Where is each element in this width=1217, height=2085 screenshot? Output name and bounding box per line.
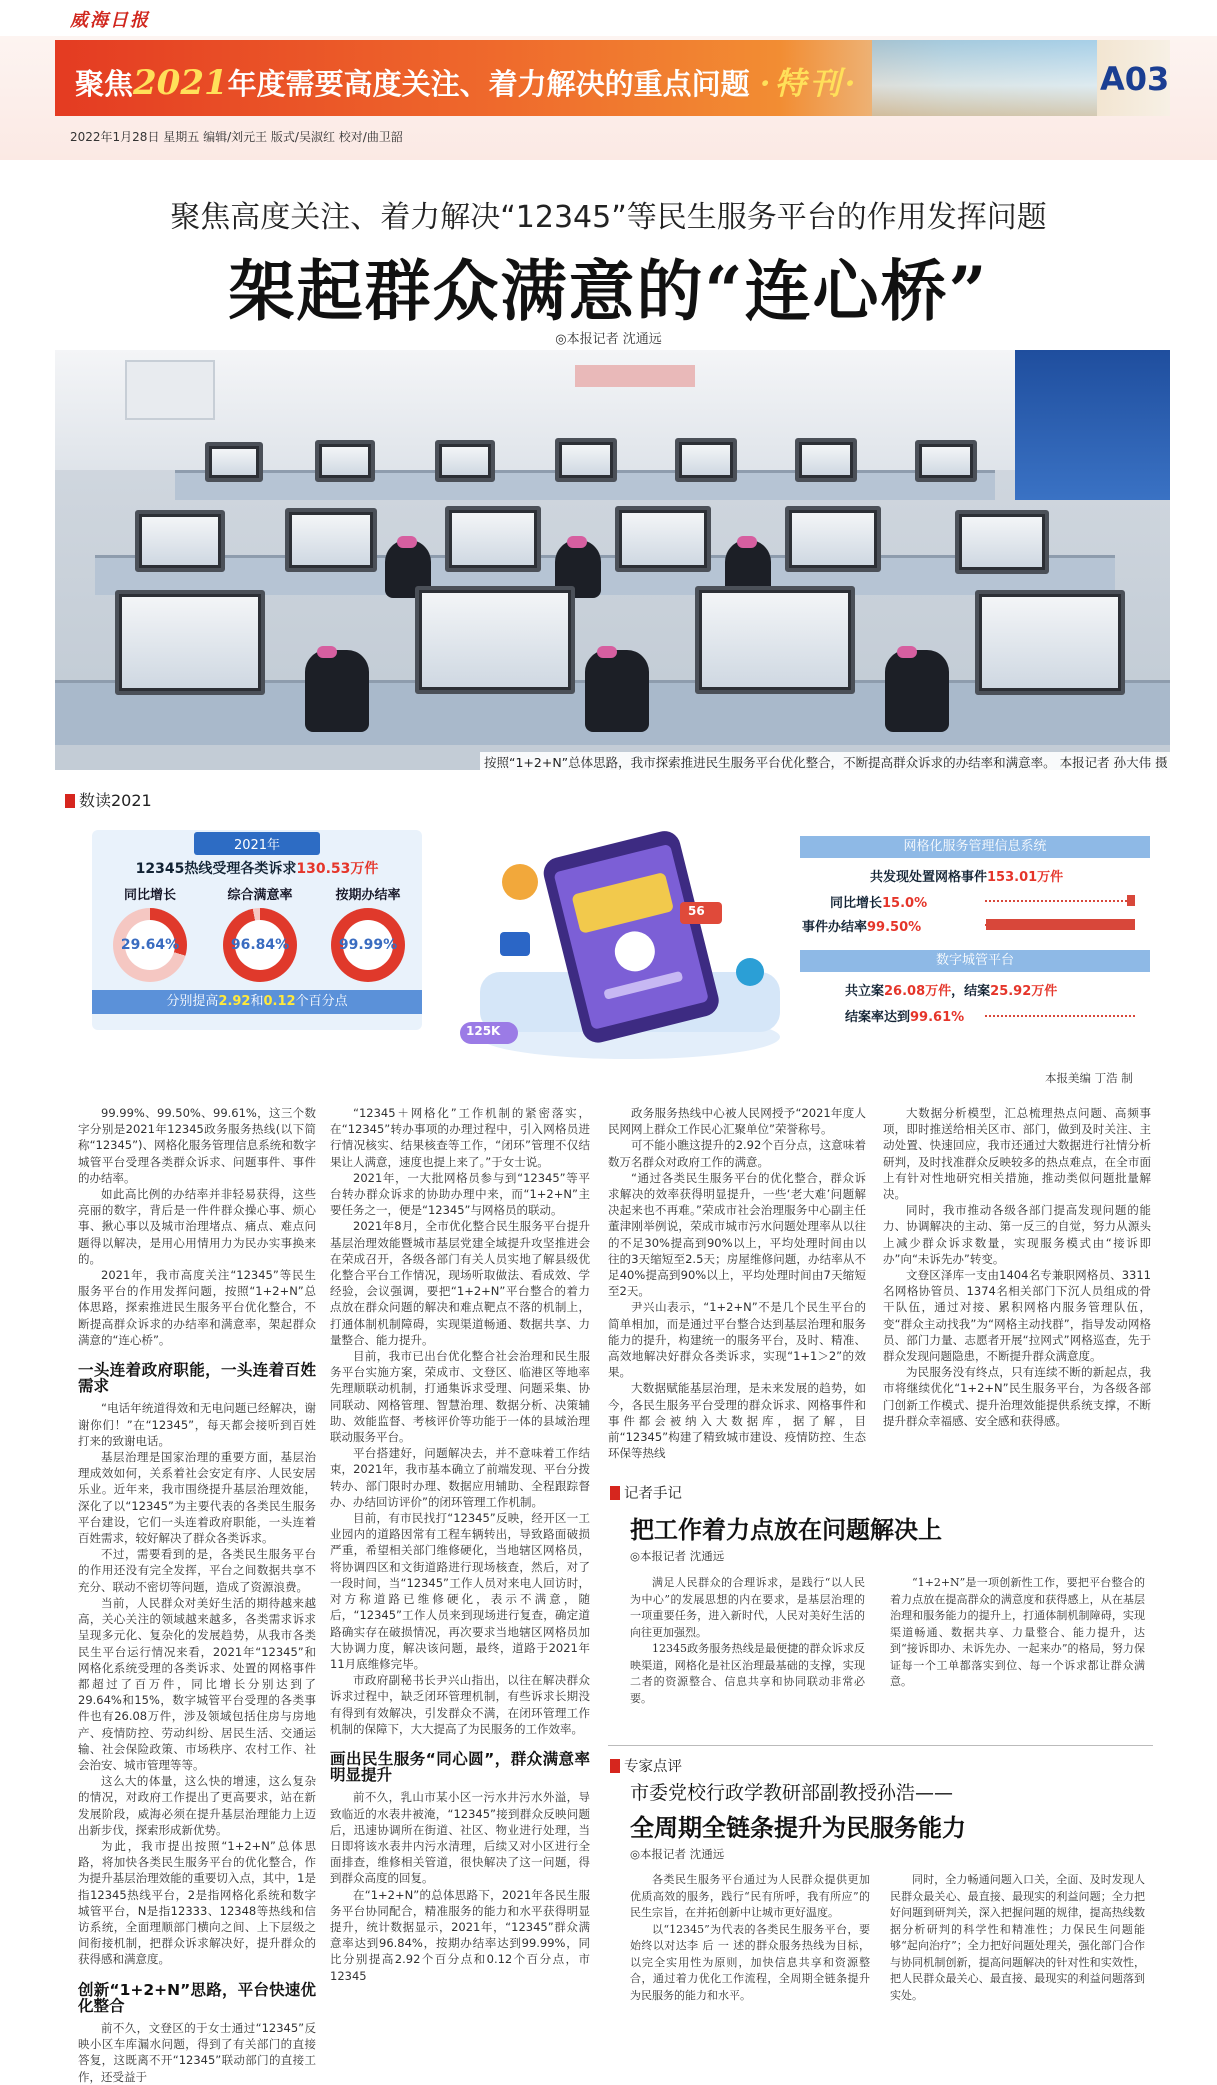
article-paragraph: 为此，我市提出按照“1+2+N”总体思路，将加快各类民生服务平台的优化整合，作为提升基层治理效能的重要切入点，其中，1是指12345热线平台，2是指网格化系统和数字城管平台，N是指12333、12348等热线和信访系统，全面理顺部门横向之间、上下层级之间衔接机制，把群众诉求解决好，提升群众的获得感和满意度。 <box>78 1838 316 1967</box>
expert-byline: ◎本报记者 沈通远 <box>630 1847 725 1861</box>
article-paragraph: 为民服务没有终点，只有连续不断的新起点，我市将继续优化“1+2+N”民生服务平台，为各级各部门创新工作模式、提升治理效能提供系统支撑，不断提升群众幸福感、安全感和获得感。 <box>883 1365 1151 1428</box>
city-cases-label: 共立案 <box>845 984 885 999</box>
article-paragraph: 可不能小瞧这提升的2.92个百分点，这意味着数万名群众对政府工作的满意。 <box>608 1138 866 1169</box>
improvement-value-1: 2.92 <box>218 994 251 1009</box>
divider <box>608 1745 1153 1746</box>
hotline-year-tag <box>92 832 422 855</box>
data-section-header <box>65 788 152 811</box>
issue-meta: 2022年1月28日 星期五 编辑/刘元王 版式/吴淑红 校对/曲卫韶 <box>70 130 403 144</box>
city-closed-value: 25.92万件 <box>990 984 1058 999</box>
skyline-image <box>872 40 1097 116</box>
subsection-heading-3: 画出民生服务“同心圆”，群众满意率明显提升 <box>330 1749 590 1785</box>
expert-paragraph: 各类民生服务平台通过为人民群众提供更加优质高效的服务，践行“民有所呼，我有所应”的民生宗旨，在并拓创新中让城市更好温度。 <box>630 1873 870 1919</box>
grid-total-value: 153.01万件 <box>987 870 1064 885</box>
grid-system-title: 网格化服务管理信息系统 <box>800 836 1150 858</box>
photo-caption: 按照“1+2+N”总体思路，我市探索推进民生服务平台优化整合，不断提高群众诉求的办结率和满意率。 本报记者 孙大伟 摄 <box>480 752 1172 772</box>
note-column-a <box>630 1575 865 1740</box>
note-paragraph: 满足人民群众的合理诉求，是践行“以人民为中心”的发展思想的内在要求，是基层治理的一项重要任务，进入新时代，人民对美好生活的向往更加强烈。 <box>630 1576 865 1639</box>
section-title-suffix: 年度需要高度关注、着力解决的重点问题 <box>227 67 750 101</box>
city-rate-label: 结案率达到 <box>845 1010 911 1025</box>
article-paragraph: 不过，需要看到的是，各类民生服务平台的作用还没有完全发挥，平台之间数据共享不充分、联动不密切等问题，造成了资源浪费。 <box>78 1547 316 1594</box>
ring-value: 96.84% <box>235 920 285 970</box>
grid-row <box>802 916 921 935</box>
article-paragraph: 这么大的体量，这么快的增速，这么复杂的情况，对政府工作提出了更高要求，站在新发展阶段，威海必须在提升基层治理能力上迈出新步伐，探索形成新优势。 <box>78 1774 316 1837</box>
city-cases-value: 26.08万件 <box>884 984 952 999</box>
hotline-total-value: 130.53万件 <box>296 861 379 877</box>
ring-value: 29.64% <box>125 920 175 970</box>
article-paragraph: 基层治理是国家治理的重要方面，基层治理成效如何，关系着社会安定有序、人民安居乐业。近年来，我市围绕提升基层治理效能，深化了以“12345”为主要代表的各类民生服务平台建设，它们一头连着政府职能，一头连着百姓需求，较好解决了群众各类诉求。 <box>78 1450 316 1546</box>
article-column-3 <box>608 1105 866 1475</box>
article-column-2 <box>330 1105 590 2040</box>
article-paragraph: 平台搭建好，问题解决去，并不意味着工作结束，2021年，我市基本确立了前端发现、平台分拨转办、部门限时办理、数据应用辅助、全程跟踪督办、办结回访评价”的闭环管理工作机制。 <box>330 1446 590 1509</box>
subsection-heading-2: 创新“1+2+N”思路，平台快速优化整合 <box>78 1980 316 2015</box>
data-section-title: 数读2021 <box>79 791 152 810</box>
special-label: ·特刊· <box>759 66 860 102</box>
city-rate-line <box>845 1006 964 1025</box>
grid-row-label: 同比增长 <box>830 896 883 911</box>
grid-row-value: 99.50% <box>867 920 922 935</box>
ring-label: 按期办结率 <box>335 888 401 903</box>
improvement-suffix: 个百分点 <box>295 994 348 1009</box>
expert-column-b <box>890 1872 1145 2042</box>
article-paragraph: 目前，我市已出台优化整合社会治理和民生服务平台实施方案，荣成市、文登区、临港区等地率先理顺联动机制，打通集诉求受理、问题采集、协同联动、网格管理、智慧治理、数据分析、决策辅助、效能监督、考核评价等功能于一体的县域治理联动服务平台。 <box>330 1349 590 1445</box>
note-column-b <box>890 1575 1145 1740</box>
grid-row-label: 事件办结率 <box>802 920 868 935</box>
grid-and-city-panel <box>800 830 1150 1050</box>
article-paragraph: 2021年，我市高度关注“12345”等民生服务平台的作用发挥问题，按照“1+2+N”总体思路，探索推进民生服务平台优化整合，不断提高群众诉求的办结率和满意率，架起群众满意的“连心桥”。 <box>78 1268 316 1347</box>
city-platform-title: 数字城管平台 <box>800 950 1150 972</box>
headline-byline: ◎本报记者 沈通远 <box>555 332 662 347</box>
expert-column-a <box>630 1872 870 2042</box>
article-paragraph: “12345＋网格化”工作机制的紧密落实，在“12345”转办事项的办理过程中，引入网格员进行情况核实、结果核查等工作，“闭环”管理不仅结果让人满意，速度也提上来了。”于女士说。 <box>330 1106 590 1169</box>
hotline-total <box>92 858 422 878</box>
article-paragraph: 2021年，一大批网格员参与到“12345”等平台转办群众诉求的协助办理中来，而“1+2+N”主要任务之一，便是“12345”与网格员的联动。 <box>330 1170 590 1218</box>
hotline-total-label: 12345热线受理各类诉求 <box>135 861 297 877</box>
article-paragraph: 在“1+2+N”的总体思路下，2021年各民生服务平台协同配合，精准服务的能力和水平获得明显提升，统计数据显示，2021年，“12345”群众满意率达到96.84%，按期办结率达到99.99%，同比分别提高2.92个百分点和0.12个百分点，市12345 <box>330 1887 590 1983</box>
red-square-icon <box>610 1759 620 1773</box>
expert-label <box>610 1755 682 1776</box>
article-paragraph: 尹兴山表示，“1+2+N”不是几个民生平台的简单相加，而是通过平台整合达到基层治理和服务能力的提升，构建统一的服务平台，及时、精准、高效地解决好群众各类诉求，实现“1+1＞2”的效果。 <box>608 1300 866 1380</box>
call-center-photo <box>55 350 1170 770</box>
ring-chart <box>223 908 297 982</box>
article-paragraph: 大数据赋能基层治理，是未来发展的趋势，如今，各民生服务平台受理的群众诉求、网格事件和事件都会被纳入大数据库，据了解，目前“12345”构建了精致城市建设、疫情防控、生态环保等热线 <box>608 1381 866 1461</box>
badge-count: 56 <box>688 904 705 918</box>
article-column-1 <box>78 1105 316 2084</box>
section-title-prefix: 聚焦 <box>75 67 134 101</box>
paper-name: 威海日报 <box>70 10 150 31</box>
section-title-year: 2021 <box>133 63 228 103</box>
grid-row <box>830 892 927 911</box>
note-byline: ◎本报记者 沈通远 <box>630 1549 725 1563</box>
article-paragraph: 如此高比例的办结率并非轻易获得，这些亮丽的数字，背后是一件件群众操心事、烦心事、揪心事以及城市治理堵点、痛点、难点问题得以解决，是用心用情用力为民办实事换来的。 <box>78 1187 316 1266</box>
improvement-mid: 和 <box>250 994 264 1009</box>
ring-value: 99.99% <box>343 920 393 970</box>
subheadline: 聚焦高度关注、着力解决“12345”等民生服务平台的作用发挥问题 <box>170 200 1047 235</box>
article-paragraph: 前不久，乳山市某小区一污水井污水外溢，导致临近的水表井被淹，“12345”接到群众反映问题后，迅速协调所在街道、社区、物业进行处理，当日即将该水表井内污水清理，后续又对小区进行全面排查，维修相关管道，很快解决了这一问题，得到群众高度的回复。 <box>330 1790 590 1886</box>
subsection-heading-1: 一头连着政府职能，一头连着百姓需求 <box>78 1361 316 1396</box>
city-rate-dots <box>985 1015 1135 1017</box>
article-paragraph: 前不久，文登区的于女士通过“12345”反映小区车库漏水问题，得到了有关部门的直接答复，这既离不开“12345”联动部门的直接工作，还受益于 <box>78 2020 316 2084</box>
article-paragraph: 政务服务热线中心被人民网授予“2021年度人民网网上群众工作民心汇聚单位”荣誉称号。 <box>608 1106 866 1137</box>
note-paragraph: “1+2+N”是一项创新性工作，要把平台整合的着力点放在提高群众的满意度和获得感上，从在基层治理和服务能力的提升上，打通体制机制障碍，实现渠道畅通、数据共享、力量整合、能力提升，达到“接诉即办、未诉先办、一起来办”的格局，努力保证每一个工单都落实到位、每一个诉求都让群众满意。 <box>890 1576 1145 1688</box>
ring-label: 同比增长 <box>123 888 176 903</box>
hotline-improvement <box>92 990 422 1014</box>
likes-count: 125K <box>466 1024 501 1038</box>
grid-row-bar <box>1127 895 1135 906</box>
ring-label: 综合满意率 <box>227 888 293 903</box>
expert-title: 全周期全链条提升为民服务能力 <box>630 1814 966 1842</box>
article-paragraph: 同时，我市推动各级各部门提高发现问题的能力、协调解决的主动、第一反三的自觉，努力从源头上减少群众诉求数量，实现服务模式由“接诉即办”向“未诉先办”转变。 <box>883 1203 1151 1266</box>
main-headline: 架起群众满意的“连心桥” <box>228 252 989 330</box>
improvement-value-2: 0.12 <box>263 994 296 1009</box>
graphic-credit: 本报美编 丁浩 制 <box>1045 1071 1133 1085</box>
expert-paragraph: 同时，全力畅通问题入口关，全面、及时发现人民群众最关心、最直接、最现实的利益问题；全力把好问题到研判关，深入把握问题的规律，提高热线数据分析研判的科学性和精准性；力保民生问题能够“起向治疗”；全力把好问题处理关，强化部门合作与协同机制创新，提高问题解决的针对性和实效性，把人民群众最关心、最直接、最现实的利益问题落到实处。 <box>890 1873 1145 2002</box>
article-paragraph: “通过各类民生服务平台的优化整合，群众诉求解决的效率获得明显提升，一些‘老大难’问题解决起来也不再难。”荣成市社会治理服务中心副主任董津刚举例说，荣成市城市污水问题处理率从以往的不足30%提高到90%以上，平均处理时间由以往的3天缩短至2.5天；房屋维修问题，办结率从不足40%提高到90%以上，平均处理时间由7天缩短至2天。 <box>608 1170 866 1299</box>
article-paragraph: 2021年8月，全市优化整合民生服务平台提升基层治理效能暨城市基层党建全域提升攻坚推进会在荣成召开，各级各部门有关人员实地了解县级优化整合平台工作情况，现场听取做法、看成效、学经验，会议强调，要把“1+2+N”平台整合的着力点放在群众问题的解决和难点靶点不落的机制上，打通体制机制障碍，实现渠道畅通、数据共享、力量整合、能力提升。 <box>330 1219 590 1347</box>
note-title: 把工作着力点放在问题解决上 <box>630 1516 942 1544</box>
note-label-text: 记者手记 <box>624 1486 682 1502</box>
red-square-icon <box>610 1486 620 1500</box>
article-column-4 <box>883 1105 1151 1475</box>
expert-paragraph: 以“12345”为代表的各类民生服务平台，要始终以对达李 后 一 述的群众服务热线为目标，以完全实用性为原则，加快信息共享和资源整合，通过着力优化工作流程，全周期全链条提升为民服务的能力和水平。 <box>630 1922 870 2002</box>
grid-row-bar <box>986 919 1135 930</box>
year-tag-label: 2021年 <box>194 832 320 855</box>
article-paragraph: 文登区泽库一支由1404名专兼职网格员、3311名网格协管员、1374名相关部门下沉人员组成的骨干队伍，通过对接、累积网格内服务管理队伍，变“群众主动找我”为“网格主动找群”，指导发动网格员、部门力量、志愿者开展“拉网式”网格巡查，先于群众发现问题隐患，不断提升群众满意度。 <box>883 1268 1151 1364</box>
note-paragraph: 12345政务服务热线是最便捷的群众诉求反映渠道，网格化是社区治理最基础的支撑，实现二者的资源整合、信息共享和协同联动非常必要。 <box>630 1642 865 1705</box>
grid-total <box>870 866 1063 885</box>
section-title <box>75 58 859 103</box>
expert-subtitle: 市委党校行政学教研部副教授孙浩—— <box>630 1782 954 1804</box>
article-paragraph: 目前，有市民找打“12345”反映，经开区一工业园内的道路因常有工程车辆转出，导致路面破损严重，希望相关部门维修硬化，当地辖区网格员，将协调四区和文街道路进行现场核查，然后，对了一段时间，当“12345”工作人员对来电人回访时，对方称道路已维修硬化，表示不满意，随后，“12345”工作人员来到现场进行复查，确定道路确实存在破损情况，再次要求当地辖区网格员加大协调力度，解决该问题，最终，道路于2021年11月底维修完毕。 <box>330 1511 590 1671</box>
ring-chart <box>113 908 187 982</box>
phone-illustration <box>440 822 820 1062</box>
page-number: A03 <box>1100 60 1170 98</box>
article-paragraph: “电话年统道得效和无电问题已经解决，谢谢你们！”在“12345”，每天都会接听到百姓打来的致谢电话。 <box>78 1401 316 1448</box>
city-rate-value: 99.61% <box>910 1010 965 1025</box>
improvement-prefix: 分别提高 <box>166 994 219 1009</box>
ring-chart <box>331 908 405 982</box>
grid-row-track <box>985 900 1135 902</box>
expert-label-text: 专家点评 <box>624 1759 682 1775</box>
article-paragraph: 市政府副秘书长尹兴山指出，以往在解决群众诉求过程中，缺乏闭环管理机制，有些诉求长期没有得到有效解决，引发群众不满，在闭环管理工作机制的保障下，大大提高了为民服务的工作效率。 <box>330 1673 590 1736</box>
city-closed-label: ，结案 <box>951 984 991 999</box>
article-paragraph: 大数据分析模型，汇总梳理热点问题、高频事项，即时推送给相关区市、部门，做到及时关注、主动处置、快速回应，我市还通过大数据进行社情分析研判，及时找准群众反映较多的热点难点，在全市面上有针对性地研究相关措施，推动类似问题批量解决。 <box>883 1106 1151 1202</box>
grid-row-value: 15.0% <box>882 896 928 911</box>
article-paragraph: 当前，人民群众对美好生活的期待越来越高，关心关注的领域越来越多，各类需求诉求呈现多元化、复杂化的发展趋势，从我市各类民生平台运行情况来看，2021年“12345”和网格化系统受理的各类诉求、处置的网格事件都超过了百万件，同比增长分别达到了29.64%和15%，数字城管平台受理的各类事件也有26.08万件，涉及领域包括住房与房地产、疫情防控、劳动纠纷、居民生活、交通运输、社会保险政策、市场秩序、农村工作、社会治安、城市管理等等。 <box>78 1595 316 1772</box>
red-square-icon <box>65 794 75 808</box>
note-label <box>610 1482 682 1503</box>
article-paragraph: 99.99%、99.50%、99.61%，这三个数字分别是2021年12345政务服务热线(以下简称“12345”)、网格化服务管理信息系统和数字城管平台受理各类群众诉求、问题事件、事件的办结率。 <box>78 1106 316 1185</box>
grid-total-label: 共发现处置网格事件 <box>870 870 988 885</box>
city-cases-line <box>845 980 1057 999</box>
